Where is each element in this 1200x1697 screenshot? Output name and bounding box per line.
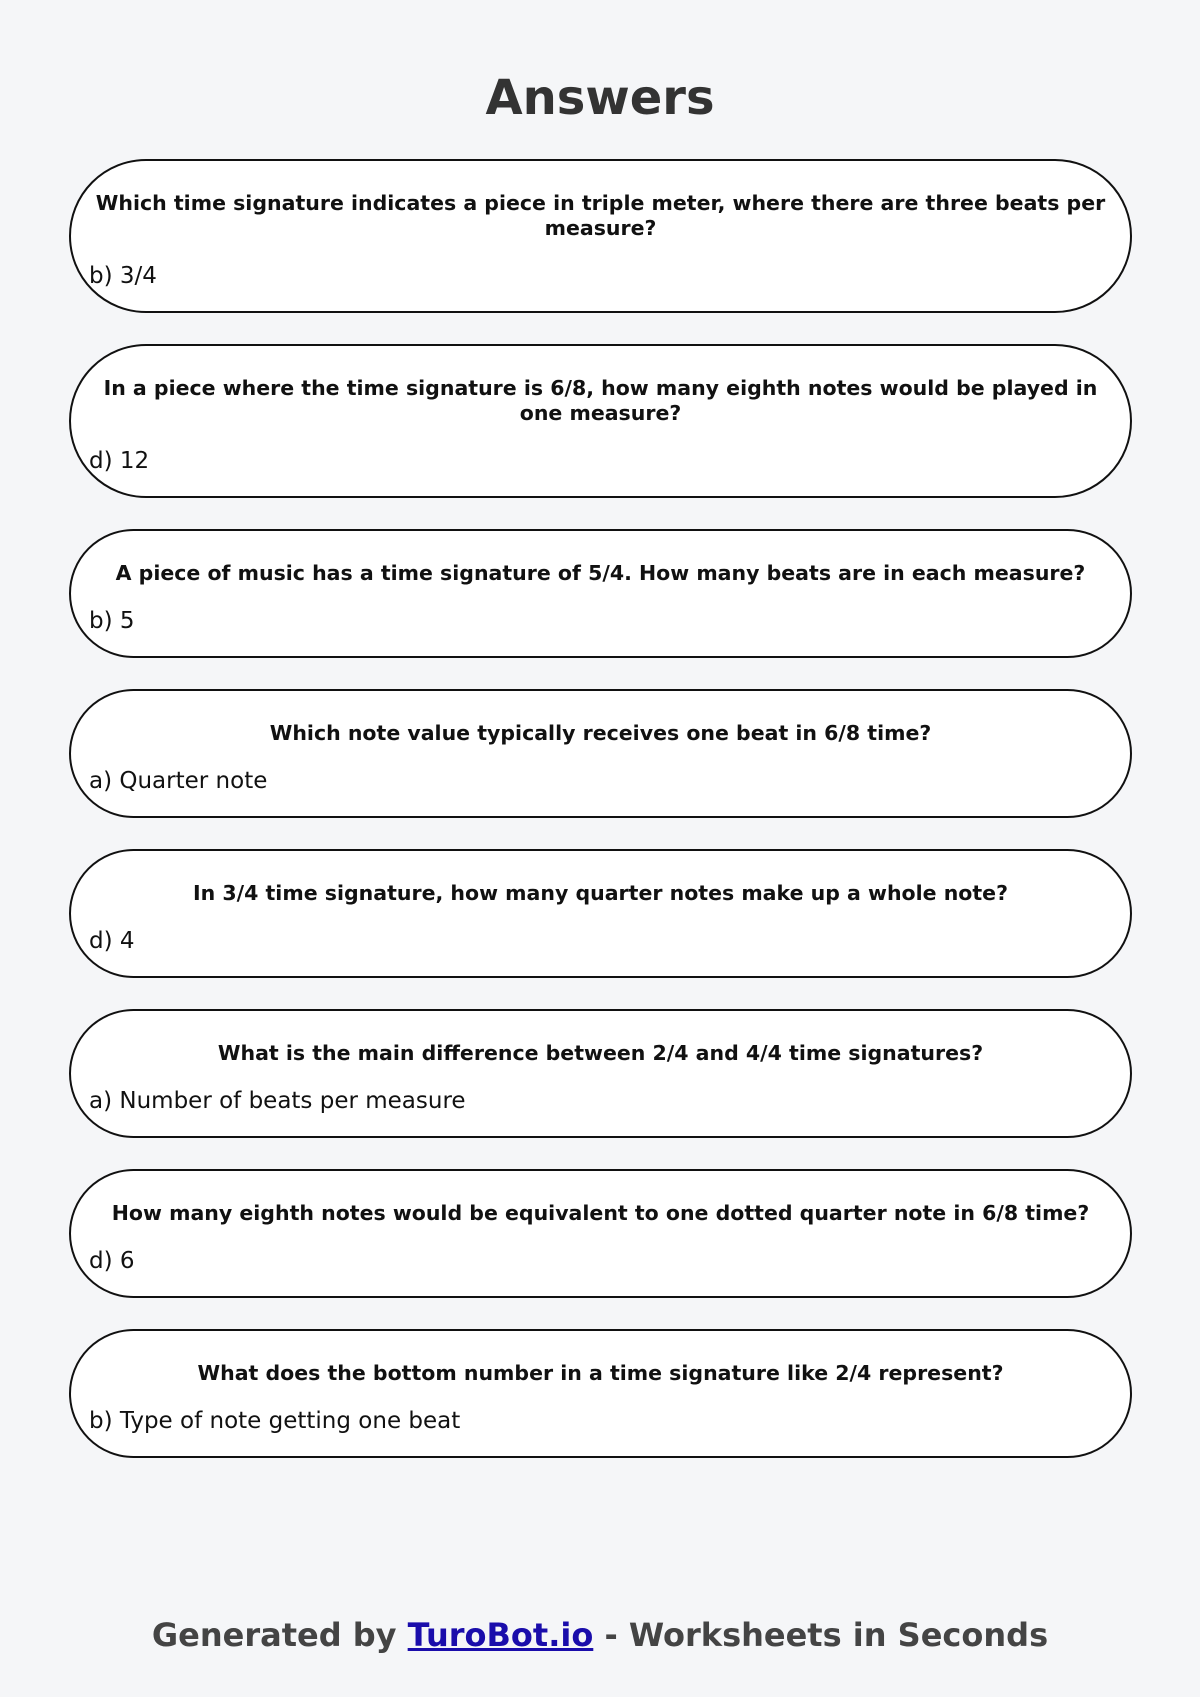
answer-card [69, 1169, 1132, 1298]
question-text: In 3/4 time signature, how many quarter notes make up a whole note? [193, 881, 1008, 905]
answer-card [69, 344, 1132, 498]
answer-list [69, 159, 1132, 1489]
answer-card [69, 1329, 1132, 1458]
answer-text: b) Type of note getting one beat [89, 1408, 461, 1434]
answer-card [69, 529, 1132, 658]
answer-text: a) Quarter note [89, 768, 268, 794]
answer-card [69, 689, 1132, 818]
footer [0, 1615, 1200, 1655]
answer-card [69, 849, 1132, 978]
answer-text: b) 5 [89, 608, 135, 634]
question-text: How many eighth notes would be equivalent to one dotted quarter note in 6/8 time? [111, 1201, 1090, 1225]
question-text: What is the main difference between 2/4 and 4/4 time signatures? [217, 1041, 984, 1065]
question-text: Which note value typically receives one beat in 6/8 time? [269, 721, 932, 745]
question-text: A piece of music has a time signature of 5/4. How many beats are in each measure? [115, 561, 1086, 585]
question-text: Which time signature indicates a piece in triple meter, where there are three beats per measure? [95, 191, 1106, 240]
question-text: What does the bottom number in a time signature like 2/4 represent? [197, 1361, 1004, 1385]
answer-text: d) 12 [89, 448, 150, 474]
answer-text: d) 4 [89, 928, 135, 954]
footer-suffix: - Worksheets in Seconds [593, 1616, 1049, 1654]
answer-card [69, 1009, 1132, 1138]
answer-card [69, 159, 1132, 313]
page-title: Answers [485, 70, 715, 126]
answer-text: a) Number of beats per measure [89, 1088, 466, 1114]
question-text: In a piece where the time signature is 6/8, how many eighth notes would be played in one measure? [103, 376, 1098, 425]
turobot-link[interactable]: TuroBot.io [407, 1616, 594, 1654]
answer-text: d) 6 [89, 1248, 135, 1274]
answer-text: b) 3/4 [89, 263, 157, 289]
footer-prefix: Generated by [151, 1616, 408, 1654]
